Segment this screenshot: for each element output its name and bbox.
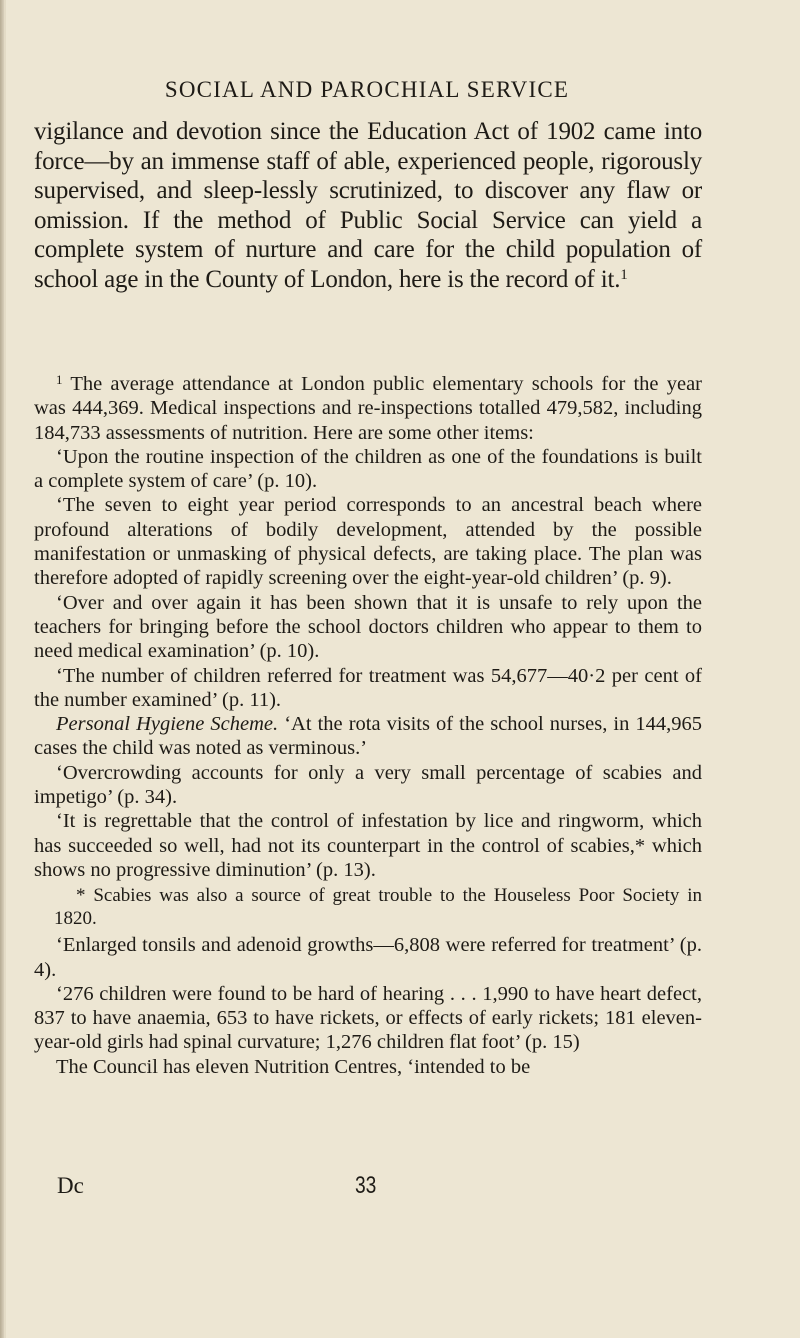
signature-mark: Dc xyxy=(57,1173,84,1198)
asterisk-marker: * xyxy=(634,834,646,857)
footnote-reference: 1 xyxy=(620,266,628,283)
footnote-intro xyxy=(34,372,702,445)
footnote-intro-text: The average attendance at London public elementary schools for the year was 444,369. Medical inspections and re-inspections totalled 479,582, including 184,733 assessments of nutrition. Here are some other items: xyxy=(34,373,702,444)
footnote-marker: 1 xyxy=(56,372,63,387)
quote-item: ‘The number of children referred for treatment was 54,677—40·2 per cent of the number examined’ (p. 11). xyxy=(34,664,702,711)
asterisk-subnote: * Scabies was also a source of great trouble to the Houseless Poor Society in 1820. xyxy=(54,885,702,930)
scabies-text-before: ‘It is regrettable that the control of infestation by lice and ringworm, which has succeeded so well, had not its counterpart in the control of scabies, xyxy=(34,810,702,857)
quote-item: ‘Overcrowding accounts for only a very small percentage of scabies and impetigo’ (p. 34). xyxy=(34,761,702,809)
main-paragraph-text: vigilance and devotion since the Education Act of 1902 came into force—by an immense staff of able, experienced people, rigorously supervised, and sleep-lessly scrutinized, to discover any flaw or omission. If the method of Public Social Service can yield a complete system of nurture and care for the child population of school age in the County of London, here is the record of it. xyxy=(34,118,702,293)
scabies-text-after: which shows no progressive diminution’ (p. 13). xyxy=(34,834,702,881)
quote-item-scabies xyxy=(34,809,702,882)
hygiene-scheme-title: Personal Hygiene Scheme. xyxy=(56,713,279,736)
page-number: 33 xyxy=(355,1172,377,1199)
hygiene-scheme-text: ‘At the rota visits of the school nurses, in 144,965 cases the child was noted as verminous.’ xyxy=(34,713,702,760)
main-paragraph xyxy=(34,117,702,294)
running-head: SOCIAL AND PAROCHIAL SERVICE xyxy=(164,77,570,102)
quote-item: ‘Upon the routine inspection of the children as one of the foundations is built a complete system of care’ (p. 10). xyxy=(34,445,702,493)
quote-item: ‘The seven to eight year period corresponds to an ancestral beach where profound alterations of bodily development, attended by the possible manifestation or unmasking of physical defects, are taking place. The plan was therefore adopted of rapidly screening over the eight-year-old children’ (p. 9). xyxy=(34,494,702,590)
council-paragraph: The Council has eleven Nutrition Centres, ‘intended to be xyxy=(56,1055,531,1078)
quote-item: ‘Enlarged tonsils and adenoid growths—6,808 were referred for treatment’ (p. 4). xyxy=(34,934,702,981)
page-binding-shadow xyxy=(4,0,6,1338)
footnote-block xyxy=(34,372,702,1079)
hygiene-scheme-item xyxy=(34,712,702,761)
quote-item: ‘Over and over again it has been shown that it is unsafe to rely upon the teachers for bringing before the school doctors children who appear to them to need medical examination’ (p. 10). xyxy=(34,591,702,663)
quote-item: ‘276 children were found to be hard of hearing . . . 1,990 to have heart defect, 837 to have anaemia, 653 to have rickets, or effects of early rickets; 181 eleven-year-old girls had spinal curvature; 1,276 children flat foot’ (p. 15) xyxy=(34,982,702,1054)
